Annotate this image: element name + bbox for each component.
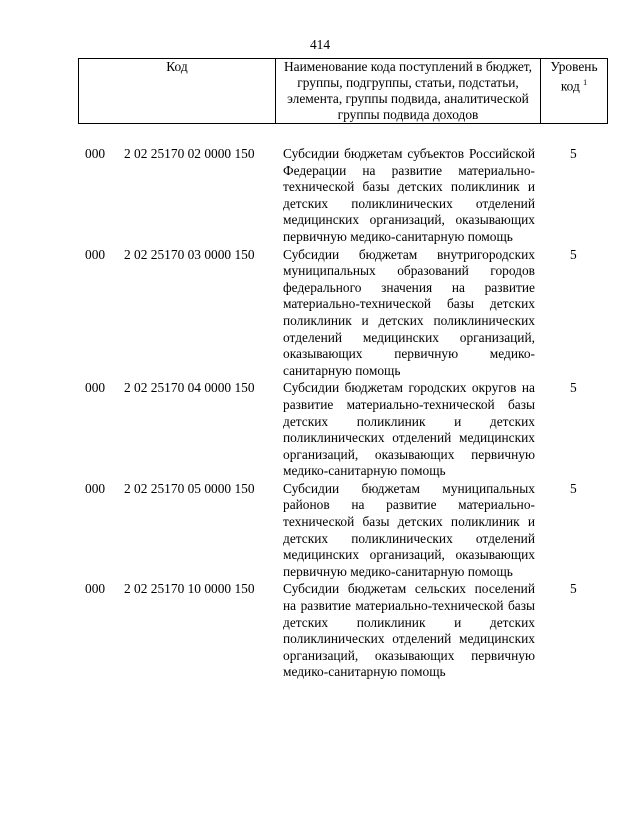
header-level-footnote: 1 [583,78,588,87]
table-row [0,146,640,246]
table-row [0,581,640,681]
level-code: 5 [570,581,577,597]
header-code [79,59,276,124]
admin-code: 000 [85,146,106,161]
table-row [0,380,640,480]
admin-code: 000 [85,246,106,262]
header-code-label: Код [166,59,188,74]
revenue-code: 2 02 25170 03 0000 150 [124,246,255,262]
header-name [276,59,541,124]
level-code: 5 [570,246,577,262]
revenue-code: 2 02 25170 02 0000 150 [124,146,255,161]
table-header [78,58,608,124]
revenue-code: 2 02 25170 04 0000 150 [124,380,255,396]
revenue-name: Субсидии бюджетам субъектов Российской Федерации на развитие материально-технической базы детских поликлиник и детских поликлинических отделений медицинских организаций, оказывающих первичную медико-санитарную помощь [283,146,535,244]
header-name-label: Наименование кода поступлений в бюджет, группы, подгруппы, статьи, подстатьи, элемента, группы подвида, аналитической группы подвида доходов [284,59,532,122]
revenue-name: Субсидии бюджетам городских округов на развитие материально-технической базы детских поликлиник и детских поликлинических отделений медицинских организаций, оказывающих первичную медико-санитарную помощь [283,380,535,479]
table-row [0,481,640,581]
admin-code: 000 [85,581,106,597]
page-number: 414 [309,37,331,52]
level-code: 5 [570,146,577,161]
revenue-name: Субсидии бюджетам внутригородских муниципальных образований городов федерального значения на развитие материально-технической базы детских поликлиник и детских поликлинических отделений медицинских организаций, оказывающих первичную медико-санитарную помощь [283,246,535,378]
table-body [0,146,640,681]
level-code: 5 [570,480,577,496]
header-level-label: Уровень код [550,59,598,94]
revenue-code: 2 02 25170 10 0000 150 [124,581,255,597]
table-row [0,247,640,380]
level-code: 5 [570,380,577,396]
revenue-name: Субсидии бюджетам сельских поселений на развитие материально-технической базы детских поликлиник и детских поликлинических отделений медицинских организаций, оказывающих первичную медико-санитарную помощь [283,581,535,680]
admin-code: 000 [85,480,106,496]
revenue-name: Субсидии бюджетам муниципальных районов на развитие материально-технической базы детских поликлиник и детских поликлинических отделений медицинских организаций, оказывающих первичную медико-санитарную помощь [283,480,535,579]
header-level [541,59,608,124]
revenue-code: 2 02 25170 05 0000 150 [124,480,255,496]
admin-code: 000 [85,380,106,396]
